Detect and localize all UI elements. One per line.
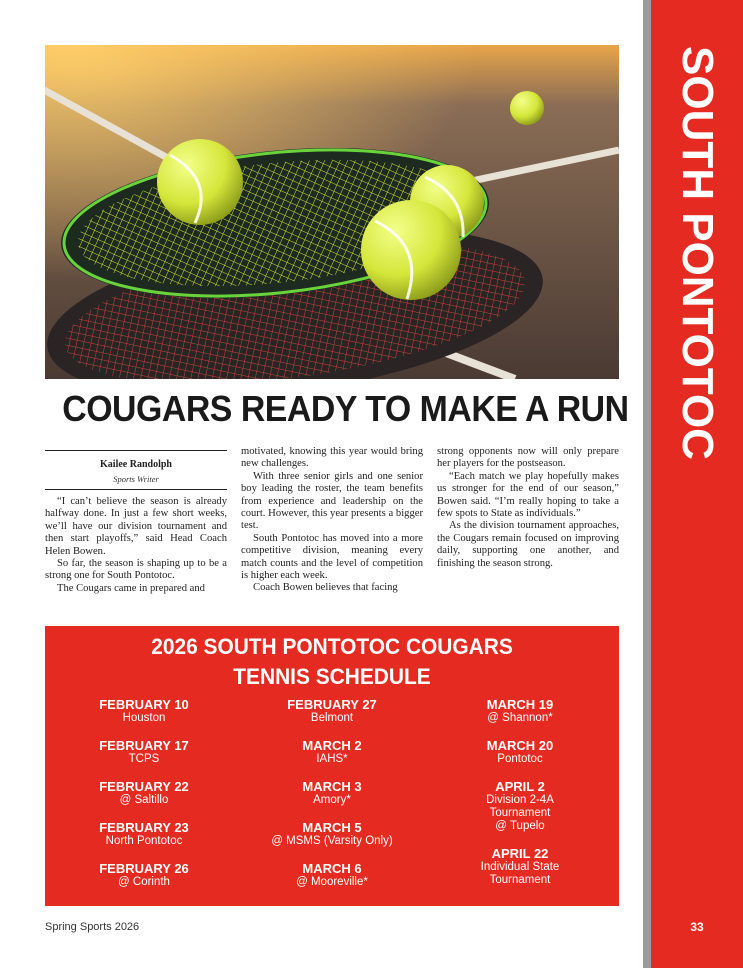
event-date: FEBRUARY 26 [99,861,189,876]
schedule-event [54,861,234,889]
paragraph: South Pontotoc has moved into a more competitive division, meaning every match counts and the level of competition is higher each week. [241,532,423,582]
paragraph: As the division tournament approaches, the Cougars remain focused on improving daily, supporting one another, and finishing the season strong. [437,520,619,569]
event-location: @ Shannon* [487,712,553,724]
event-location: IAHS* [316,753,348,765]
schedule-event [242,820,422,848]
paragraph: “I can’t believe the season is already halfway done. In just a few short weeks, we’ll have our division tournament and then start playoffs,” said Head Coach Helen Bowen. [45,496,227,557]
article-column-2 [241,446,423,595]
byline-role: Sports Writer [113,474,159,484]
tennis-photo [45,45,619,379]
event-date: FEBRUARY 10 [99,697,189,712]
event-date: MARCH 3 [302,779,362,794]
paragraph: motivated, knowing this year would bring new challenges. [241,446,423,470]
paragraph: The Cougars came in prepared and [57,582,205,594]
byline-author: Kailee Randolph [100,459,172,470]
event-date: MARCH 19 [486,697,554,712]
event-date: FEBRUARY 27 [287,697,377,712]
event-location: Belmont [310,712,354,724]
event-location: Amory* [313,794,351,806]
publication-footer: Spring Sports 2026 [45,921,140,933]
schedule-event [430,846,610,887]
page-number: 33 [690,920,704,934]
schedule-event [54,697,234,725]
event-date: APRIL 22 [491,846,549,861]
paragraph: “Each match we play hopefully makes us stronger for the end of our season,” Bowen said. “I’m really hoping to take a few spots to State as individuals.” [437,470,619,520]
event-location: North Pontotoc [105,835,183,847]
event-date: MARCH 5 [302,820,362,835]
schedule-column [54,697,234,902]
schedule-column [242,697,422,902]
schedule-column [430,697,610,900]
schedule-event [242,861,422,889]
schedule-title: 2026 SOUTH PONTOTOC COUGARS [151,634,513,659]
paragraph: So far, the season is shaping up to be a strong one for South Pontotoc. [45,558,227,582]
paragraph: With three senior girls and one senior boy leading the roster, the team benefits from experience and leadership on the court. However, this year presents a bigger test. [241,470,423,532]
byline-divider-top [45,450,227,451]
event-location: @ MSMS (Varsity Only) [271,835,393,847]
schedule-event [54,820,234,848]
event-date: FEBRUARY 22 [99,779,189,794]
event-location: @ Corinth [118,876,170,888]
article-headline: COUGARS READY TO MAKE A RUN [62,388,629,429]
schedule-subtitle: TENNIS SCHEDULE [233,664,431,689]
event-date: MARCH 20 [486,738,554,753]
event-location: TCPS [128,753,160,765]
event-location: Individual State Tournament [480,861,560,886]
schedule-event [54,779,234,807]
side-gray-stripe [643,0,651,968]
article-column-3 [437,446,619,570]
tennis-schedule-box [45,626,619,906]
schedule-event [430,697,610,725]
event-location: Houston [122,712,166,724]
paragraph: strong opponents now will only prepare her players for the postseason. [437,446,619,470]
schedule-event [242,738,422,766]
schedule-event [242,697,422,725]
event-date: APRIL 2 [495,779,545,794]
article-column-1 [45,496,227,595]
event-date: FEBRUARY 23 [99,820,189,835]
schedule-event [54,738,234,766]
event-date: MARCH 2 [302,738,362,753]
schedule-event [430,779,610,833]
schedule-event [430,738,610,766]
event-location: @ Mooreville* [296,876,368,888]
event-location: @ Saltillo [119,794,169,806]
byline-divider-bottom [45,489,227,490]
schedule-event [242,779,422,807]
event-date: MARCH 6 [302,861,362,876]
event-date: FEBRUARY 17 [99,738,189,753]
paragraph: Coach Bowen believes that facing [253,582,398,594]
event-location: Division 2-4A Tournament @ Tupelo [486,794,554,832]
event-location: Pontotoc [497,753,543,765]
section-title: SOUTH PONTOTOC [673,46,722,460]
